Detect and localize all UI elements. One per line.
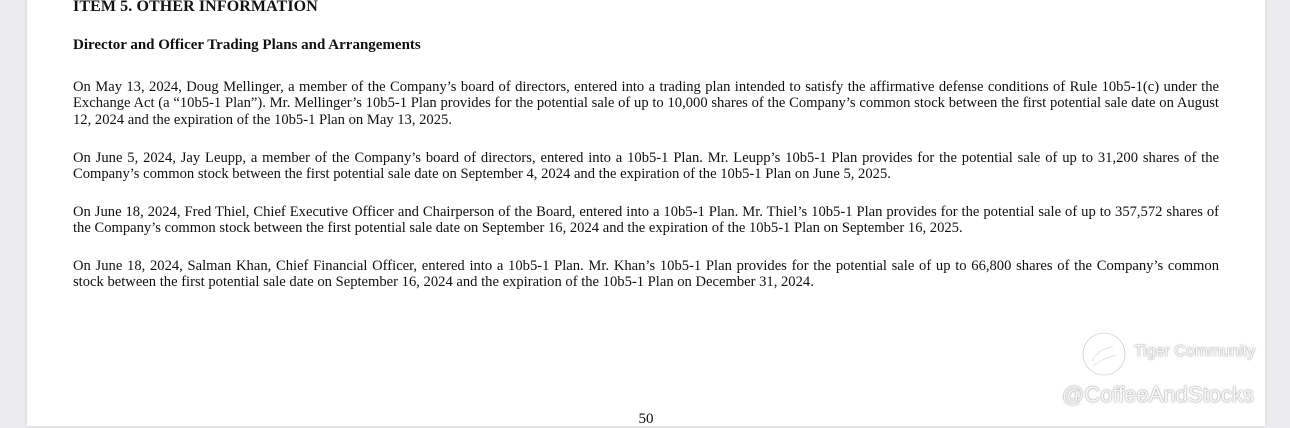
tiger-community-logo-icon [1080, 330, 1128, 378]
section-heading: Director and Officer Trading Plans and Arrangements [73, 37, 421, 53]
item-heading: ITEM 5. OTHER INFORMATION [73, 0, 318, 15]
paragraph-khan: On June 18, 2024, Salman Khan, Chief Financial Officer, entered into a 10b5-1 Plan. Mr. Khan’s 10b5-1 Plan provides for the potential sale of up to 66,800 shares of the Company’s common stock between the first potential sale date on September 16, 2024 and the expiration of the 10b5-1 Plan on December 31, 2024. [73, 258, 1219, 291]
paragraph-mellinger: On May 13, 2024, Doug Mellinger, a member of the Company’s board of directors, entered into a trading plan intended to satisfy the affirmative defense conditions of Rule 10b5-1(c) under the Exchange Act (a “10b5-1 Plan”). Mr. Mellinger’s 10b5-1 Plan provides for the potential sale of up to 10,000 shares of the Company’s common stock between the first potential sale date on August 12, 2024 and the expiration of the 10b5-1 Plan on May 13, 2025. [73, 79, 1219, 128]
watermark [1060, 330, 1288, 420]
paragraph-leupp: On June 5, 2024, Jay Leupp, a member of the Company’s board of directors, entered into a 10b5-1 Plan. Mr. Leupp’s 10b5-1 Plan provides for the potential sale of up to 31,200 shares of the Company’s common stock between the first potential sale date on September 4, 2024 and the expiration of the 10b5-1 Plan on June 5, 2025. [73, 150, 1219, 183]
page-number: 50 [638, 411, 654, 427]
paragraph-thiel: On June 18, 2024, Fred Thiel, Chief Executive Officer and Chairperson of the Board, entered into a 10b5-1 Plan. Mr. Thiel’s 10b5-1 Plan provides for the potential sale of up to 357,572 shares of the Company’s common stock between the first potential sale date on September 16, 2024 and the expiration of the 10b5-1 Plan on September 16, 2025. [73, 204, 1219, 237]
watermark-brand: Tiger Community [1134, 343, 1256, 360]
watermark-handle: @CoffeeAndStocks [1062, 382, 1254, 407]
